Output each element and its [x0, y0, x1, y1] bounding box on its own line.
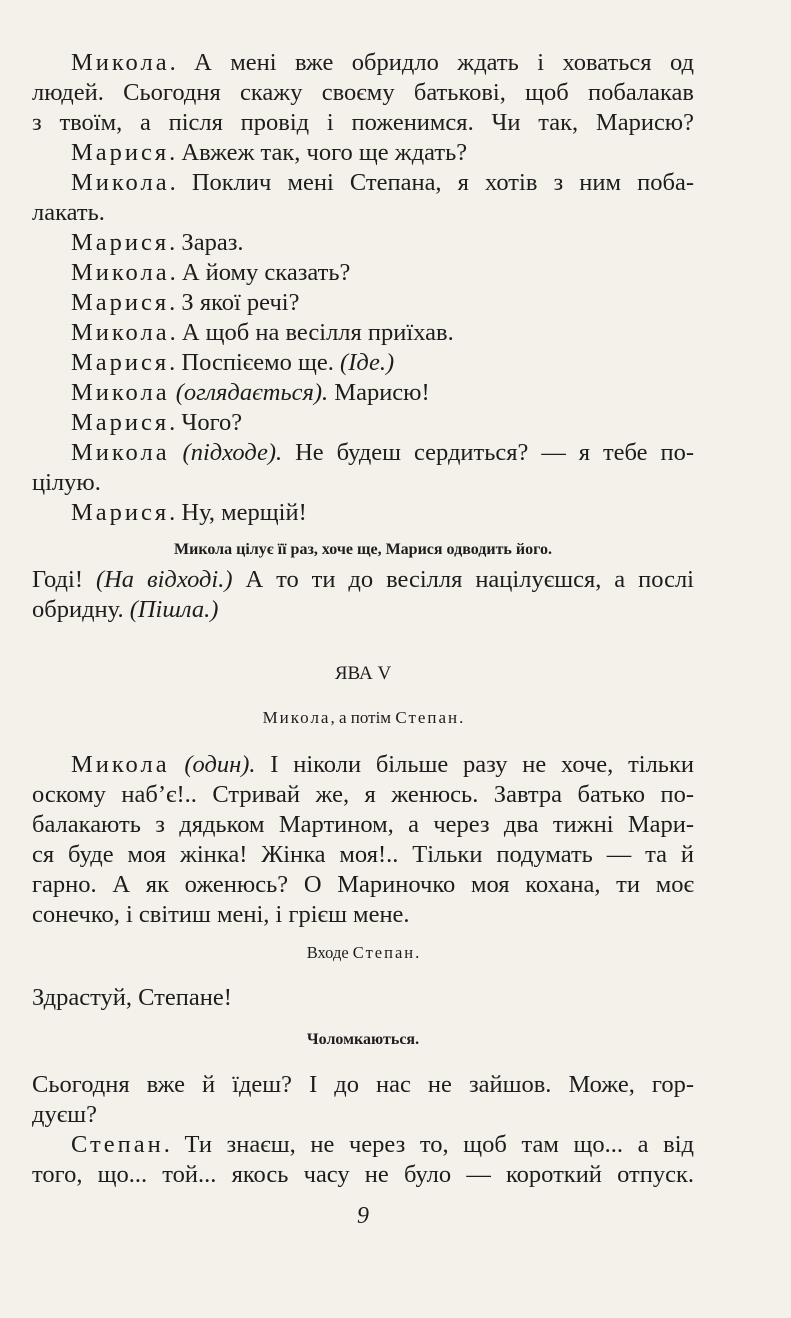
dialogue-line: Микола. А мені вже обридло ждать і ховаться од [71, 49, 694, 76]
stage-direction: (один). [184, 751, 256, 778]
speaker-name: Микола [71, 379, 170, 406]
speaker-name: Микола [71, 751, 170, 778]
dialogue-line: обридну. (Пішла.) [32, 596, 219, 623]
speaker-name: Марися [71, 139, 170, 166]
dialogue-line: Марися. Чого? [71, 409, 243, 436]
scene-cast: Микола, а потім Степан. [262, 708, 464, 727]
dialogue-line: Марися. З якої речі? [71, 289, 300, 316]
speaker-name: Микола [71, 259, 170, 286]
dialogue-line: Марися. Зараз. [71, 229, 244, 256]
stage-direction-block: Микола цілує її раз, хоче ще, Марися одводить його. [174, 541, 552, 558]
speaker-name: Степан [71, 1131, 164, 1158]
speaker-name: Марися [71, 349, 170, 376]
dialogue-line: Годі! (На відході.) А то ти до весілля націлуєшся, а послі [32, 566, 694, 593]
stage-direction: (На відході.) [95, 566, 233, 593]
speaker-name: Марися [71, 229, 170, 256]
dialogue-line: Здрастуй, Степане! [32, 984, 232, 1011]
speaker-name: Микола [71, 439, 170, 466]
stage-direction: (Іде.) [340, 349, 395, 376]
dialogue-line: Марися. Авжеж так, чого ще ждать? [71, 139, 468, 166]
speaker-name: Марися [71, 499, 170, 526]
dialogue-line: сонечко, і світиш мені, і грієш мене. [32, 901, 410, 928]
speaker-name: Микола [71, 319, 170, 346]
dialogue-line: Марися. Поспієемо ще. (Іде.) [71, 349, 395, 376]
dialogue-line: людей. Сьогодня скажу своєму батькові, щоб побалакав [32, 79, 694, 106]
dialogue-line: Микола (підходе). Не будеш сердиться? — я тебе по- [71, 439, 695, 466]
stage-direction: (Пішла.) [129, 596, 219, 623]
dialogue-line: Микола (оглядається). Марисю! [71, 379, 430, 406]
dialogue-line: того, що... той... якось часу не було — короткий отпуск. [32, 1161, 694, 1188]
speaker-name: Марися [71, 289, 170, 316]
dialogue-line: Марися. Ну, мерщій! [71, 499, 307, 526]
stage-direction-block: Чоломкаються. [306, 1031, 420, 1048]
dialogue-line: цілую. [32, 469, 101, 496]
dialogue-line: дуєш? [32, 1101, 97, 1128]
dialogue-line: оскому наб’є!.. Стривай же, я женюсь. Завтра батько по- [32, 781, 694, 808]
stage-direction-block: Входе Степан. [306, 943, 420, 962]
dialogue-line: Микола. А йому сказать? [71, 259, 351, 286]
dialogue-line: лакать. [32, 199, 105, 226]
dialogue-line: гарно. А як оженюсь? О Мариночко моя кохана, ти моє [32, 871, 694, 898]
scene-title: ЯВА V [334, 663, 392, 684]
dialogue-line: з твоїм, а після провід і поженимся. Чи так, Марисю? [32, 109, 694, 136]
dialogue-line: Микола. Поклич мені Степана, я хотів з ним поба- [71, 169, 694, 196]
dialogue-line: балакають з дядьком Мартином, а через два тижні Мари- [32, 811, 694, 838]
dialogue-line: Микола. А щоб на весілля приїхав. [71, 319, 454, 346]
dialogue-line: Степан. Ти знаєш, не через то, щоб там що... а від [71, 1131, 694, 1158]
dialogue-line: Сьогодня вже й їдеш? І до нас не зайшов. Може, гор- [32, 1071, 694, 1098]
speaker-name: Микола [71, 49, 170, 76]
dialogue-line: ся буде моя жінка! Жінка моя!.. Тільки подумать — та й [32, 841, 694, 868]
dialogue-line: Микола (один). І ніколи більше разу не хоче, тільки [71, 751, 694, 778]
stage-direction: (підходе). [182, 439, 283, 466]
speaker-name: Микола [71, 169, 170, 196]
stage-direction: (оглядається). [175, 379, 329, 406]
speaker-name: Марися [71, 409, 170, 436]
page-number: 9 [357, 1203, 369, 1229]
